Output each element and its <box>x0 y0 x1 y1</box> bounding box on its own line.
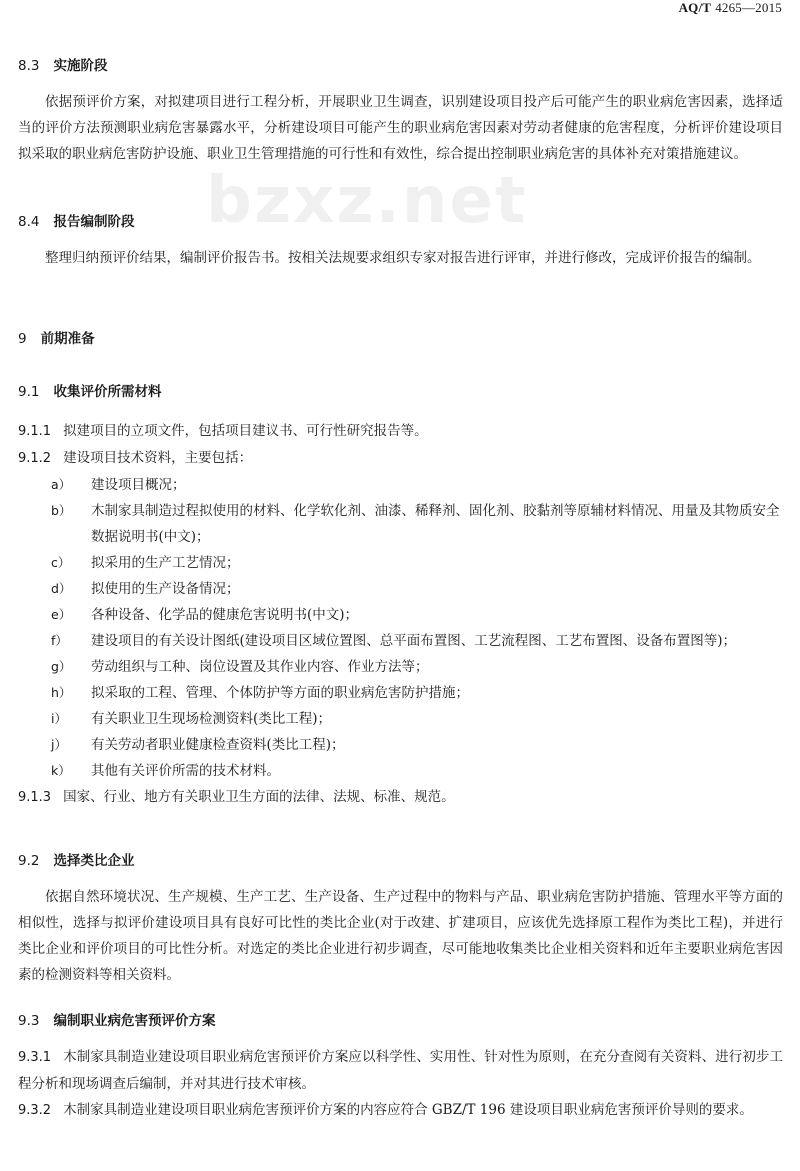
list-item-k: k） 其他有关评价所需的技术材料。 <box>51 763 280 779</box>
section-8-3-paragraph: 依据预评价方案，对拟建项目进行工程分析，开展职业卫生调查，识别建设项目投产后可能产生的职业病危害因素，选择适当的评价方法预测职业病危害暴露水平，分析建设项目可能产生的职业病危害因素对劳动者健康的危害程度，分析评价建设项目拟采取的职业病危害防护设施、职业卫生管理措施的可行性和有效性，综合提出控制职业病危害的具体补充对策措施建议。 <box>18 94 783 162</box>
list-item-f: f） 建设项目的有关设计图纸(建设项目区域位置图、总平面布置图、工艺流程图、工艺布置图、设备布置图等)； <box>51 633 737 649</box>
clause-9-3-2: 9.3.2 木制家具制造业建设项目职业病危害预评价方案的内容应符合 GBZ/T 196 建设项目职业病危害预评价导则的要求。 <box>18 1102 753 1118</box>
section-heading-8-3: 8.3 实施阶段 <box>18 58 108 74</box>
list-item-g: g） 劳动组织与工种、岗位设置及其作业内容、作业方法等； <box>51 659 429 675</box>
list-item-a: a） 建设项目概况； <box>51 477 186 493</box>
standard-number: 4265—2015 <box>715 0 782 15</box>
clause-list-9-1 <box>18 418 783 811</box>
list-item-e: e） 各种设备、化学品的健康危害说明书(中文)； <box>51 607 359 623</box>
list-item-h: h） 拟采取的工程、管理、个体防护等方面的职业病危害防护措施； <box>51 685 469 701</box>
watermark-logo: bzxz.net <box>206 164 528 238</box>
clause-9-3-1: 9.3.1 木制家具制造业建设项目职业病危害预评价方案应以科学性、实用性、针对性为原则，在充分查阅有关资料、进行初步工程分析和现场调查后编制，并对其进行技术审核。 <box>18 1049 783 1092</box>
clause-list-9-3 <box>18 1044 783 1124</box>
clause-9-1-2: 9.1.2 建设项目技术资料，主要包括： <box>18 450 253 466</box>
list-item-c: c） 拟采用的生产工艺情况； <box>51 555 240 571</box>
list-item-j: j） 有关劳动者职业健康检查资料(类比工程)； <box>51 737 345 753</box>
section-heading-9-3: 9.3 编制职业病危害预评价方案 <box>18 1013 216 1029</box>
section-heading-8-4: 8.4 报告编制阶段 <box>18 214 135 230</box>
clause-9-1-1: 9.1.1 拟建项目的立项文件，包括项目建议书、可行性研究报告等。 <box>18 423 428 439</box>
section-9-2-paragraph: 依据自然环境状况、生产规模、生产工艺、生产设备、生产过程中的物料与产品、职业病危害防护措施、管理水平等方面的相似性，选择与拟评价建设项目具有良好可比性的类比企业(对于改建、扩建项目，应该优先选择原工程作为类比工程)，并进行类比企业和评价项目的可比性分析。对选定的类比企业进行初步调查，尽可能地收集类比企业相关资料和近年主要职业病危害因素的检测资料等相关资料。 <box>18 889 783 983</box>
list-item-i: i） 有关职业卫生现场检测资料(类比工程)； <box>51 711 332 727</box>
page-header <box>679 0 782 16</box>
clause-9-1-3: 9.1.3 国家、行业、地方有关职业卫生方面的法律、法规、标准、规范。 <box>18 789 455 805</box>
list-item-b: b） 木制家具制造过程拟使用的材料、化学软化剂、油漆、稀释剂、固化剂、胶黏剂等原辅材料情况、用量及其物质安全数据说明书(中文)； <box>51 503 780 545</box>
standard-code: AQ/T <box>678 0 712 15</box>
section-heading-9-2: 9.2 选择类比企业 <box>18 853 135 869</box>
section-heading-9-1: 9.1 收集评价所需材料 <box>18 384 162 400</box>
section-8-4-paragraph: 整理归纳预评价结果，编制评价报告书。按相关法规要求组织专家对报告进行评审，并进行修改，完成评价报告的编制。 <box>45 250 761 266</box>
list-item-d: d） 拟使用的生产设备情况； <box>51 581 240 597</box>
section-heading-9: 9 前期准备 <box>18 331 95 347</box>
